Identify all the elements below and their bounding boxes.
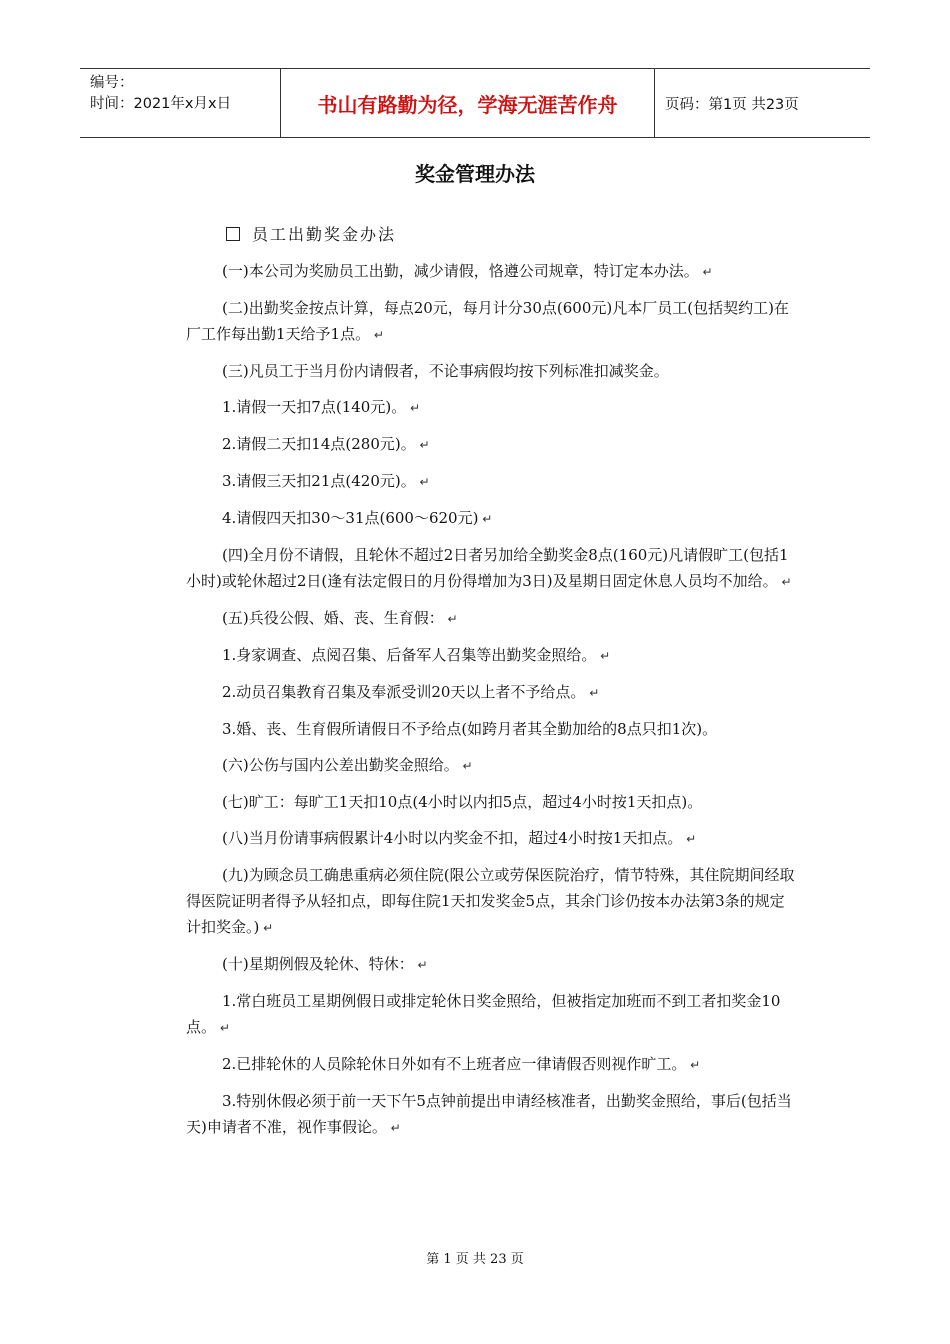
- paragraph-3: (三)凡员工于当月份内请假者，不论事病假均按下列标准扣减奖金。: [222, 362, 669, 380]
- paragraph-10: 1.身家调查、点阅召集、后备军人召集等出勤奖金照给。 ↵: [222, 646, 611, 664]
- return-mark-icon: ↵: [596, 649, 611, 663]
- paragraph-17: (十)星期例假及轮休、特休： ↵: [222, 955, 428, 973]
- paragraph-7: 4.请假四天扣30～31点(600～620元) ↵: [222, 509, 493, 527]
- paragraph-2: (二)出勤奖金按点计算，每点20元，每月计分30点(600元)凡本厂员工(包括契约工)在厂工作每出勤1天给予1点。 ↵: [186, 299, 789, 343]
- return-mark-icon: ↵: [478, 512, 493, 526]
- header-page-info: 页码：第1页 共23页: [665, 96, 799, 113]
- return-mark-icon: ↵: [686, 1058, 701, 1072]
- paragraph-15: (八)当月份请事病假累计4小时以内奖金不扣，超过4小时按1天扣点。 ↵: [222, 829, 697, 847]
- paragraph-13: (六)公伤与国内公差出勤奖金照给。 ↵: [222, 756, 473, 774]
- return-mark-icon: ↵: [698, 265, 713, 279]
- time-label: 时间：2021年x月x日: [90, 96, 232, 112]
- page-footer: 第 1 页 共 23 页: [426, 1252, 524, 1267]
- return-mark-icon: ↵: [413, 958, 428, 972]
- page-header: [80, 68, 870, 138]
- paragraph-11: 2.动员召集教育召集及奉派受训20天以上者不予给点。 ↵: [222, 683, 600, 701]
- paragraph-20: 3.特别休假必须于前一天下午5点钟前提出申请经核准者，出勤奖金照给，事后(包括当天)申请者不准，视作事假论。 ↵: [186, 1092, 792, 1136]
- header-meta: [80, 69, 281, 137]
- return-mark-icon: ↵: [682, 832, 697, 846]
- paragraph-14: (七)旷工：每旷工1天扣10点(4小时以内扣5点，超过4小时按1天扣点)。: [222, 793, 703, 811]
- paragraph-5: 2.请假二天扣14点(280元)。 ↵: [222, 435, 430, 453]
- document-body: [186, 258, 796, 1151]
- return-mark-icon: ↵: [386, 1121, 401, 1135]
- section-heading-text: 员工出勤奖金办法: [252, 225, 397, 244]
- paragraph-8: (四)全月份不请假，且轮休不超过2日者另加给全勤奖金8点(160元)凡请假旷工(包括1小时)或轮休超过2日(逢有法定假日的月份得增加为3日)及星期日固定休息人员均不加给。 ↵: [186, 546, 792, 590]
- paragraph-18: 1.常白班员工星期例假日或排定轮休日奖金照给，但被指定加班而不到工者扣奖金10点。 ↵: [186, 992, 781, 1036]
- return-mark-icon: ↵: [415, 475, 430, 489]
- header-motto: 书山有路勤为径，学海无涯苦作舟: [281, 69, 655, 137]
- return-mark-icon: ↵: [415, 438, 430, 452]
- paragraph-12: 3.婚、丧、生育假所请假日不予给点(如跨月者其全勤加给的8点只扣1次)。: [222, 720, 718, 738]
- return-mark-icon: ↵: [216, 1021, 230, 1035]
- return-mark-icon: ↵: [259, 921, 274, 935]
- return-mark-icon: ↵: [458, 759, 473, 773]
- paragraph-16: (九)为顾念员工确患重病必须住院(限公立或劳保医院治疗，情节特殊，其住院期间经取得医院证明者得予从轻扣点，即每住院1天扣发奖金5点，其余门诊仍按本办法第3条的规定计扣奖金。) ↵: [186, 866, 795, 936]
- paragraph-9: (五)兵役公假、婚、丧、生育假： ↵: [222, 609, 458, 627]
- paragraph-19: 2.已排轮休的人员除轮休日外如有不上班者应一律请假否则视作旷工。 ↵: [222, 1055, 701, 1073]
- paragraph-4: 1.请假一天扣7点(140元)。 ↵: [222, 398, 421, 416]
- checkbox-icon: [226, 227, 240, 241]
- paragraph-1: (一)本公司为奖励员工出勤，减少请假，恪遵公司规章，特订定本办法。 ↵: [222, 262, 713, 280]
- section-heading: [226, 222, 396, 245]
- number-label: 编号：: [90, 75, 134, 91]
- document-title: 奖金管理办法: [415, 162, 535, 186]
- return-mark-icon: ↵: [370, 328, 384, 342]
- return-mark-icon: ↵: [406, 401, 421, 415]
- return-mark-icon: ↵: [443, 612, 458, 626]
- paragraph-6: 3.请假三天扣21点(420元)。 ↵: [222, 472, 430, 490]
- return-mark-icon: ↵: [777, 575, 792, 589]
- return-mark-icon: ↵: [585, 686, 600, 700]
